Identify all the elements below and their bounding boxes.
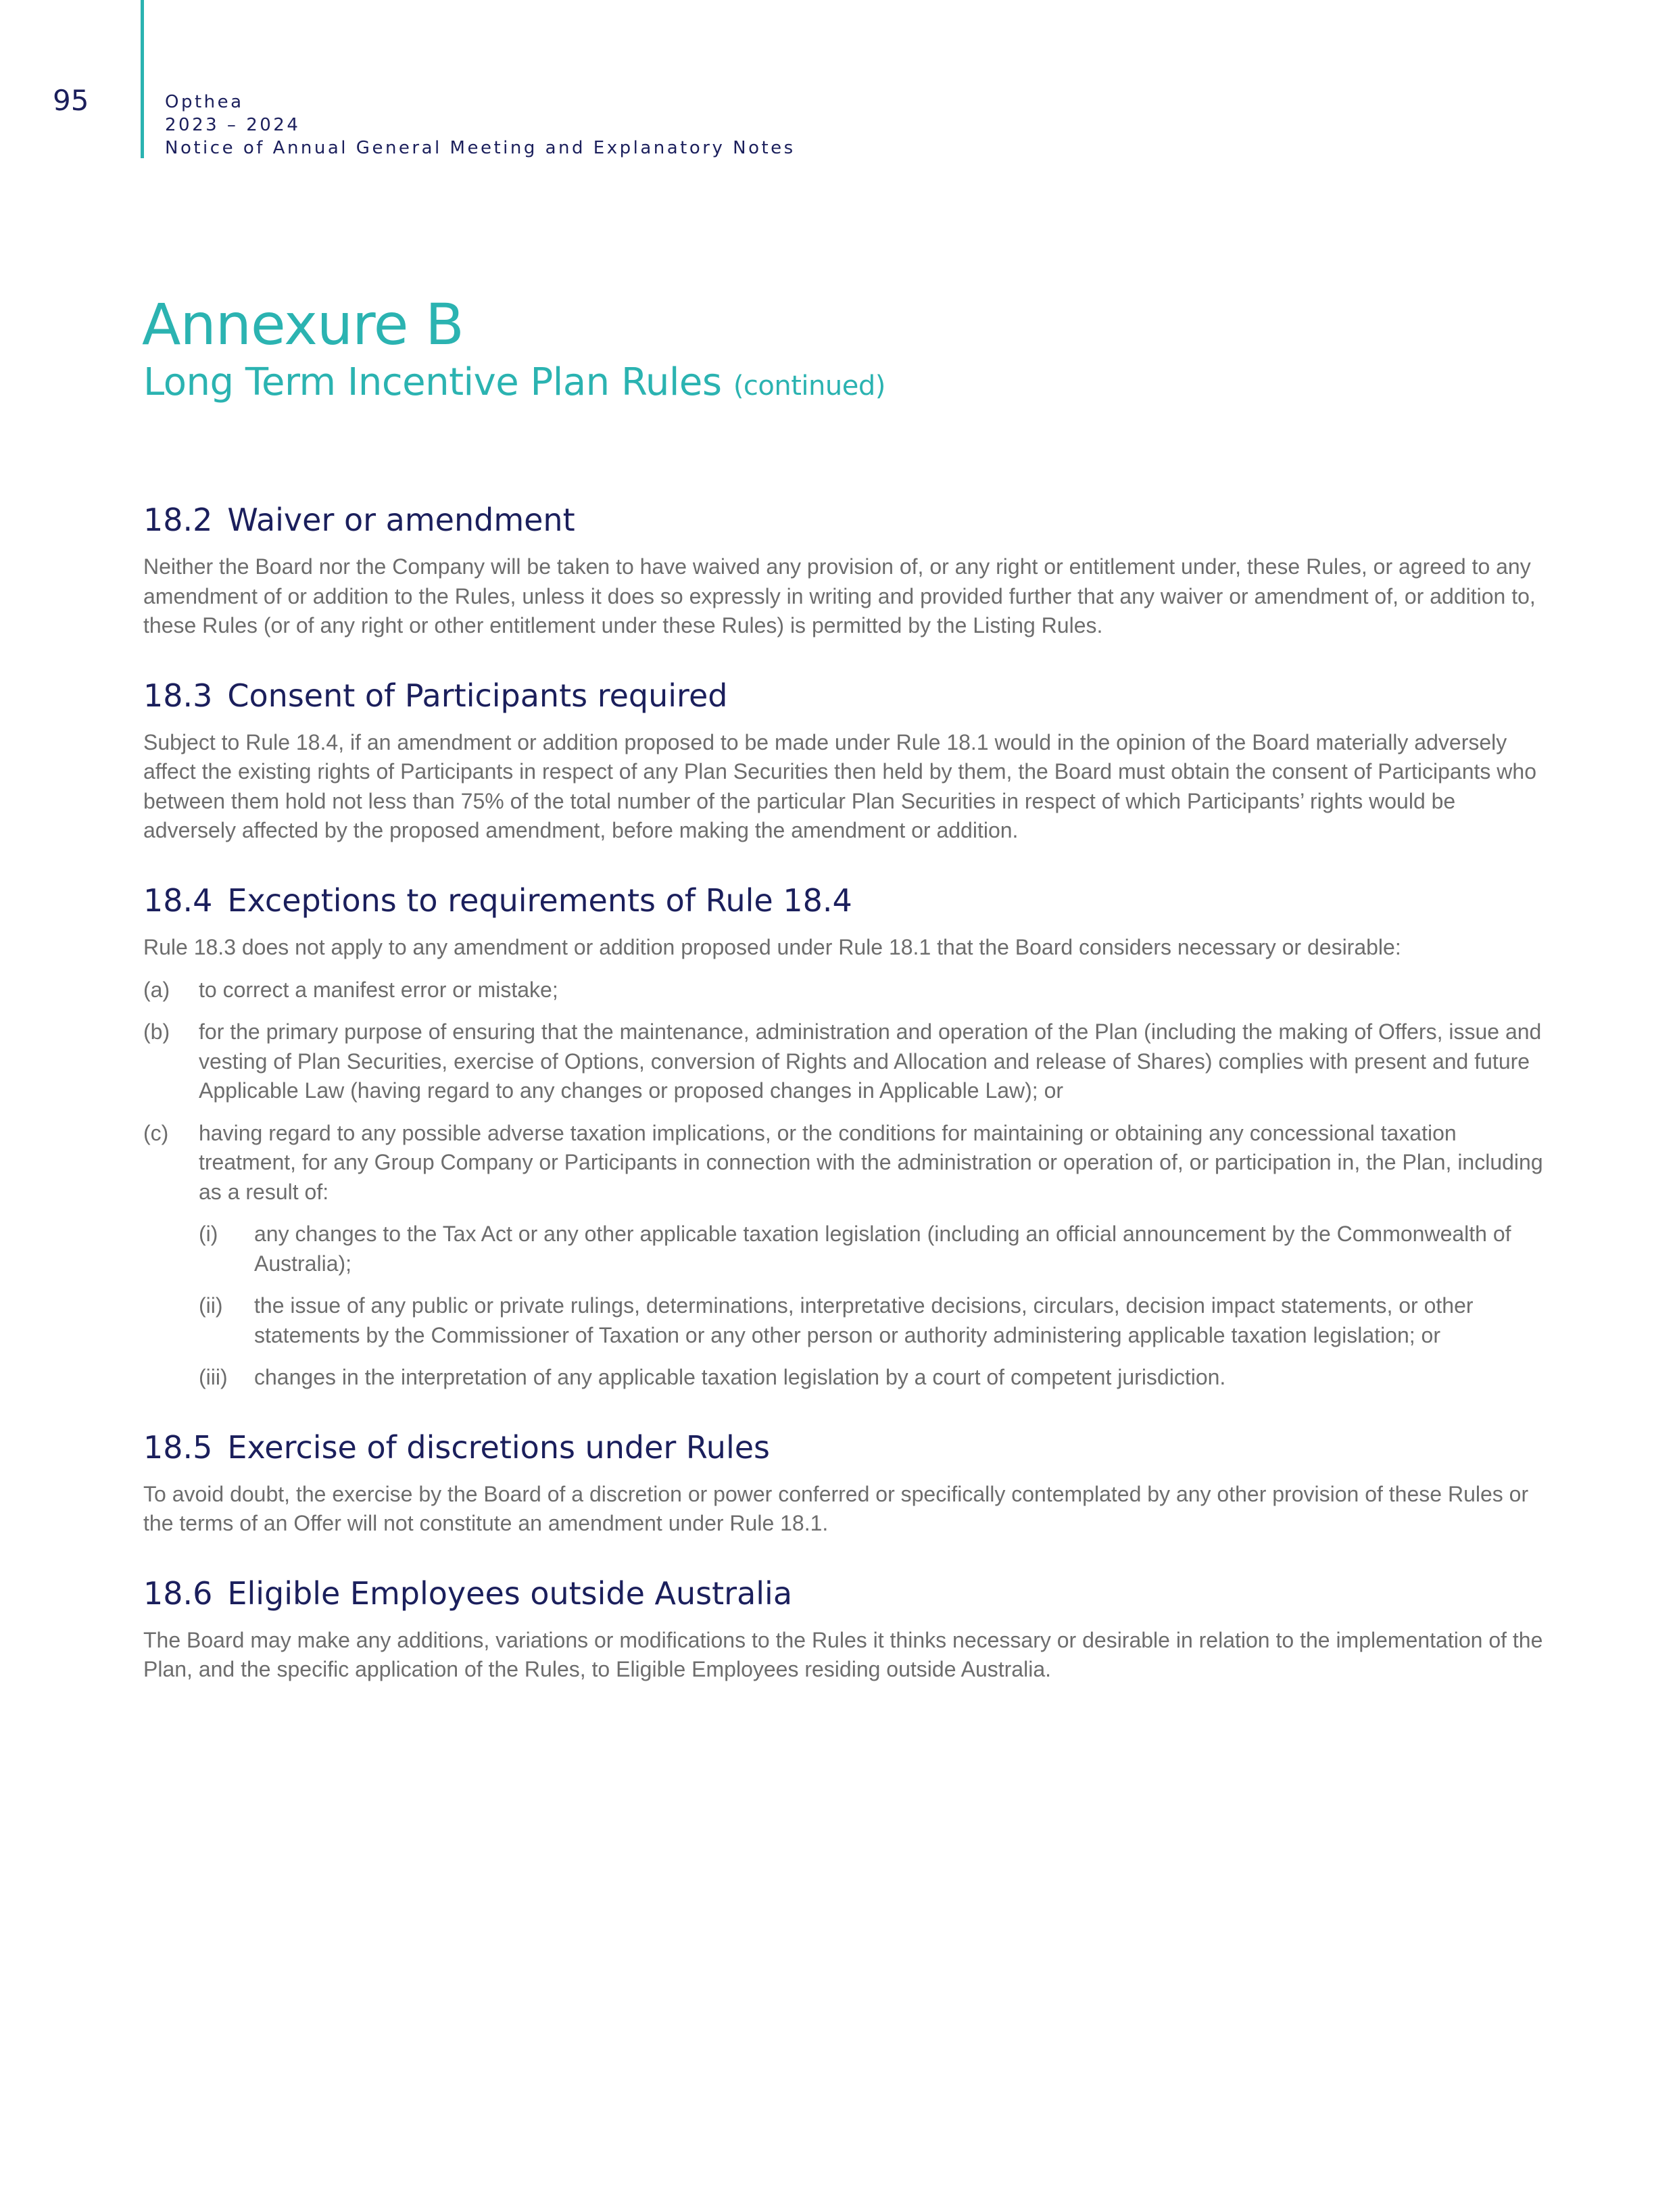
page-title: Annexure B <box>142 291 464 358</box>
list-item-text: for the primary purpose of ensuring that the maintenance, administration and operation of the Plan (including the making of Offers, issue and vesting of Plan Securities, exercise of Options, conversion of Rights and Allocation and release of Shares) complies with present and future Applicable Law (having regard to any changes or proposed changes in Applicable Law); or <box>199 1019 1542 1103</box>
list-item <box>143 1119 1549 1207</box>
section-title: Exercise of discretions under Rules <box>227 1428 770 1466</box>
section-number: 18.4 <box>143 882 213 919</box>
section-18-5 <box>143 1429 1549 1539</box>
subtitle-text: Long Term Incentive Plan Rules <box>143 360 722 404</box>
sub-list-item-label: (i) <box>199 1222 218 1247</box>
section-body: Rule 18.3 does not apply to any amendment or addition proposed under Rule 18.1 that the Board considers necessary or desirable: <box>143 935 1401 960</box>
rules-content <box>143 502 1549 1721</box>
section-heading <box>143 1429 1549 1466</box>
subtitle-continued: (continued) <box>733 370 885 402</box>
section-body: To avoid doubt, the exercise by the Board of a discretion or power conferred or specifically contemplated by any other provision of these Rules or the terms of an Offer will not constitute an amendment under Rule 18.1. <box>143 1481 1529 1536</box>
list-item-label: (a) <box>143 977 170 1002</box>
page-number: 95 <box>53 84 89 117</box>
list-item-text: to correct a manifest error or mistake; <box>199 977 558 1002</box>
page-subtitle <box>143 360 885 404</box>
sub-list-item-text: the issue of any public or private rulings, determinations, interpretative decisions, circulars, decision impact statements, or other statements by the Commissioner of Taxation or any other person or authority administering applicable taxation legislation; or <box>254 1293 1474 1347</box>
section-heading <box>143 1575 1549 1612</box>
sub-list-item <box>199 1220 1549 1278</box>
section-18-3 <box>143 677 1549 846</box>
section-number: 18.2 <box>143 502 213 538</box>
section-18-6 <box>143 1575 1549 1685</box>
section-body: The Board may make any additions, variations or modifications to the Rules it thinks necessary or desirable in relation to the implementation of the Plan, and the specific application of the Rules, to Eligible Employees residing outside Australia. <box>143 1627 1543 1682</box>
section-number: 18.6 <box>143 1574 213 1612</box>
section-title: Eligible Employees outside Australia <box>227 1574 793 1612</box>
list-item-label: (c) <box>143 1120 169 1145</box>
sub-list <box>199 1220 1549 1393</box>
list-item <box>143 976 1549 1005</box>
sub-list-item <box>199 1363 1549 1393</box>
sub-list-item-label: (ii) <box>199 1293 223 1318</box>
company-name: Opthea <box>165 92 244 112</box>
section-heading <box>143 502 1549 539</box>
header-divider <box>141 0 144 158</box>
report-years: 2023 – 2024 <box>165 115 301 135</box>
sub-list-item-text: any changes to the Tax Act or any other applicable taxation legislation (including an official announcement by the Commonwealth of Australia); <box>254 1222 1511 1276</box>
section-18-4 <box>143 882 1549 1393</box>
section-number: 18.3 <box>143 677 213 714</box>
section-number: 18.5 <box>143 1428 213 1466</box>
section-18-2 <box>143 502 1549 641</box>
section-title: Exceptions to requirements of Rule 18.4 <box>227 882 852 919</box>
section-title: Waiver or amendment <box>227 502 575 538</box>
running-header <box>165 91 796 160</box>
list-item <box>143 1017 1549 1106</box>
section-heading <box>143 882 1549 919</box>
list-item-label: (b) <box>143 1019 170 1044</box>
document-title: Notice of Annual General Meeting and Explanatory Notes <box>165 138 796 158</box>
list-item-text: having regard to any possible adverse taxation implications, or the conditions for maintaining or obtaining any concessional taxation treatment, for any Group Company or Participants in connection with the administration or operation of, or participation in, the Plan, including as a result of: <box>199 1120 1543 1204</box>
section-title: Consent of Participants required <box>227 677 728 714</box>
sub-list-item-text: changes in the interpretation of any applicable taxation legislation by a court of competent jurisdiction. <box>254 1365 1226 1390</box>
sub-list-item <box>199 1291 1549 1350</box>
sub-list-item-label: (iii) <box>199 1365 228 1390</box>
section-body: Neither the Board nor the Company will be taken to have waived any provision of, or any right or entitlement under, these Rules, or agreed to any amendment of or addition to the Rules, unless it does so expressly in writing and provided further that any waiver or amendment of, or addition to, these Rules (or of any right or other entitlement under these Rules) is permitted by the Listing Rules. <box>143 554 1536 638</box>
section-body: Subject to Rule 18.4, if an amendment or addition proposed to be made under Rule 18.1 would in the opinion of the Board materially adversely affect the existing rights of Participants in respect of any Plan Securities then held by them, the Board must obtain the consent of Participants who between them hold not less than 75% of the total number of the particular Plan Securities in respect of which Participants’ rights would be adversely affected by the proposed amendment, before making the amendment or addition. <box>143 729 1536 843</box>
section-heading <box>143 677 1549 715</box>
